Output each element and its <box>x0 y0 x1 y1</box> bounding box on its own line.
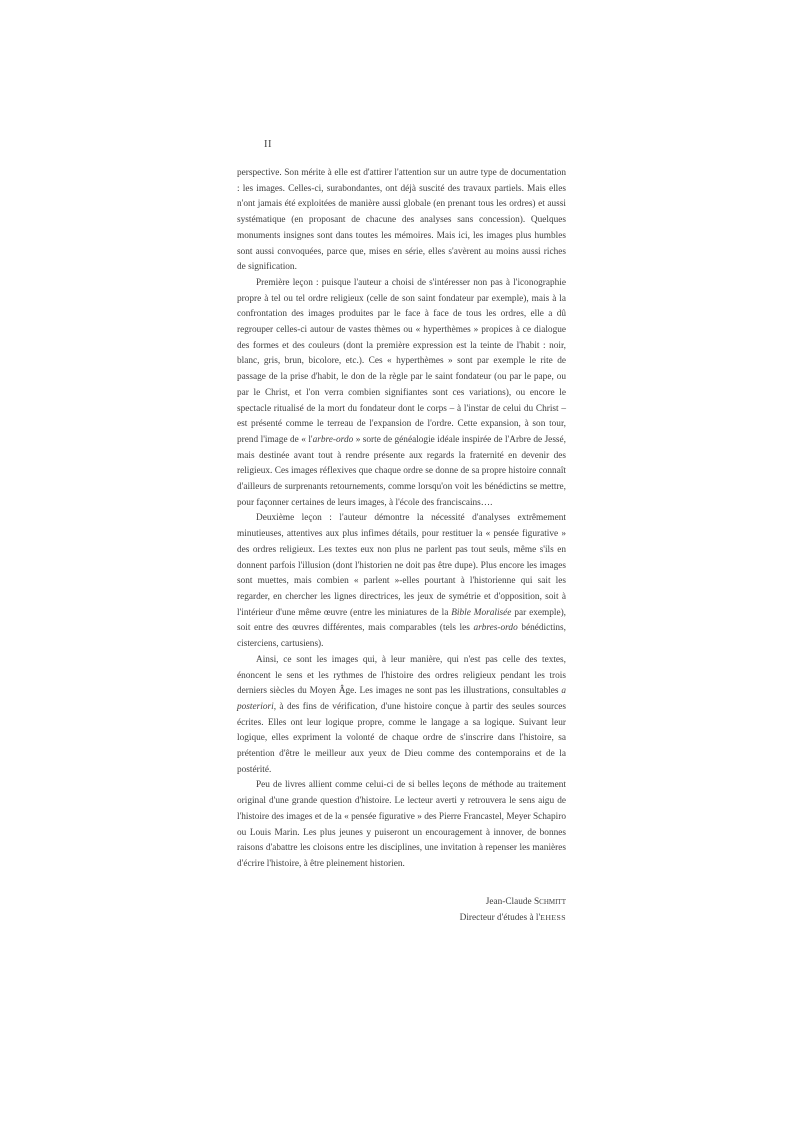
text-run: Première leçon : puisque l'auteur a choisi de s'intéresser non pas à l'iconographie propre à tel ou tel ordre religieux (celle de son saint fondateur par exemple), mais à la confrontation des images produites par le face à face de tous les ordres, elle a dû regrouper celles-ci autour de vastes thèmes ou « hyperthèmes » propices à ce dialogue des formes et des couleurs (dont la première expression est la teinte de l'habit : noir, blanc, gris, brun, bicolore, etc.). Ces « hyperthèmes » sont par exemple le rite de passage de la prise d'habit, le don de la règle par le saint fondateur (ou par le pape, ou par le Christ, et l'on verra combien signifiantes sont ces variations), ou encore le spectacle ritualisé de la mort du fondateur dont le corps – à l'instar de celui du Christ – est présenté comme le terreau de l'expansion de l'ordre. Cette expansion, à son tour, prend l'image de « l' <box>237 277 566 445</box>
text-block <box>237 166 566 927</box>
text-run: Schmitt <box>533 896 566 907</box>
signature-block <box>237 895 566 927</box>
paragraph <box>237 511 566 652</box>
text-run: Directeur d'études à l' <box>459 913 541 924</box>
paragraph <box>237 166 566 276</box>
text-run: arbre-ordo <box>312 434 354 445</box>
text-run: perspective. Son mérite à elle est d'attirer l'attention sur un autre type de documentation : les images. Celles-ci, surabondantes, ont déjà suscité des travaux partiels. Mais elles n'ont jamais été exploitées de manière aussi globale (en prenant tous les ordres) et aussi systématique (en proposant de chacune des analyses sans concession). Quelques monuments insignes sont dans toutes les mémoires. Mais ici, les images plus humbles sont aussi convoquées, parce que, mises en série, elles s'avèrent au moins aussi riches de signification. <box>237 168 566 273</box>
text-run: Peu de livres allient comme celui-ci de si belles leçons de méthode au traitement original d'une grande question d'histoire. Le lecteur averti y retrouvera le sens aigu de l'histoire des images et de la « pensée figurative » des Pierre Francastel, Meyer Schapiro ou Louis Marin. Les plus jeunes y puiseront un encouragement à innover, de bonnes raisons d'abattre les cloisons entre les disciplines, une invitation à repenser les manières d'écrire l'histoire, à être pleinement historien. <box>237 780 566 869</box>
text-run: par exemple), soit entre des œuvres différentes, mais comparables (tels les <box>237 607 567 634</box>
signature-title <box>237 910 566 927</box>
text-run: Deuxième leçon : l'auteur démontre la nécessité d'analyses extrêmement minutieuses, attentives aux plus infimes détails, pour restituer la « pensée figurative » des ordres religieux. Les textes eux non plus ne parlent pas tout seuls, même s'ils en donnent parfois l'illusion (dont l'historien ne doit pas être dupe). Plus encore les images sont muettes, mais combien « parlent »-elles pourtant à l'historienne qui sait les regarder, en chercher les lignes directrices, les jeux de symétrie et d'opposition, soit à l'intérieur d'une même œuvre (entre les miniatures de la <box>237 513 566 618</box>
paragraphs-host <box>237 166 566 873</box>
text-run: a posteriori <box>237 686 566 712</box>
text-run: Bible Moralisée <box>451 607 512 618</box>
text-run: EHESS <box>540 913 566 923</box>
page-number: II <box>264 139 272 150</box>
paragraph <box>237 778 566 872</box>
paragraph <box>237 276 566 512</box>
text-run: bénédictins, cisterciens, cartusiens). <box>237 623 566 650</box>
paragraph <box>237 653 566 779</box>
text-run: » sorte de généalogie idéale inspirée de l'Arbre de Jessé, mais destinée avant tout à rendre présente aux regards la fraternité en devenir des religieux. Ces images réflexives que chaque ordre se donne de sa propre histoire connaît d'ailleurs de surprenants retournements, comme lorsqu'on voit les bénédictins se mettre, pour façonner certaines de leurs images, à l'école des franciscains…. <box>237 434 567 508</box>
text-run: Jean-Claude <box>485 896 534 907</box>
text-run: arbres-ordo <box>473 623 518 634</box>
signature-name <box>237 895 566 911</box>
text-run: , à des fins de vérification, d'une histoire conçue à partir des seules sources écrites. Elles ont leur logique propre, comme le langage a sa logique. Suivant leur logique, elles expriment la volonté de chaque ordre de s'inscrire dans l'histoire, sa prétention d'être le meilleur aux yeux de Dieu comme des contemporains et de la postérité. <box>237 701 566 775</box>
text-run: Ainsi, ce sont les images qui, à leur manière, qui n'est pas celle des textes, énoncent le sens et les rythmes de l'histoire des ordres religieux pendant les trois derniers siècles du Moyen Âge. Les images ne sont pas les illustrations, consultables <box>237 654 566 697</box>
